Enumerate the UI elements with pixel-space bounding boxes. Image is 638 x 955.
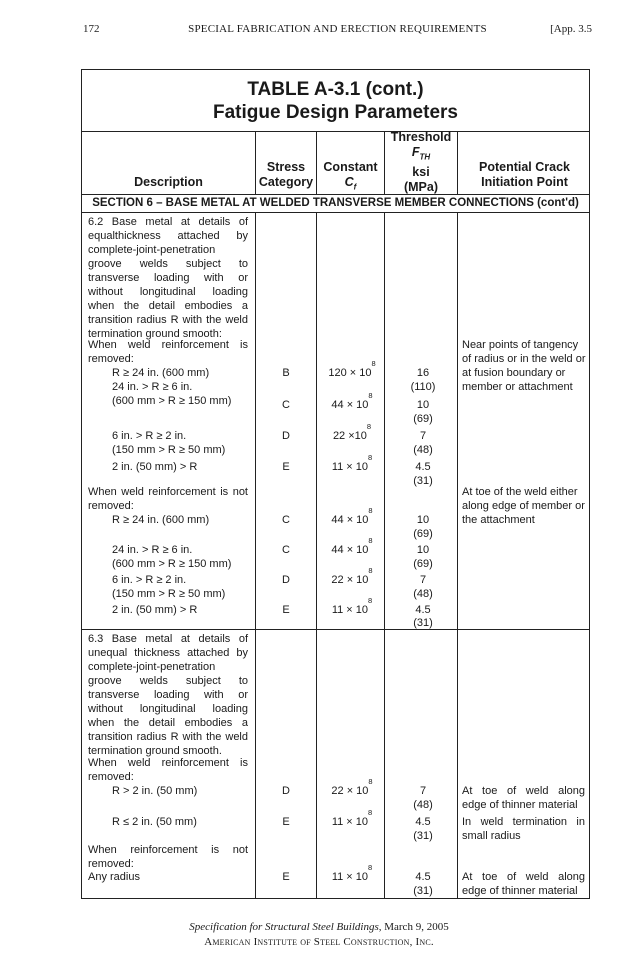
group-label: When weld reinforcement is not removed: (88, 486, 248, 512)
radius-range: 24 in. > R ≥ 6 in. (112, 381, 193, 393)
running-title: SPECIAL FABRICATION AND ERECTION REQUIREMENTS (188, 23, 487, 35)
page-number: 172 (83, 23, 100, 35)
radius-range: R > 2 in. (50 mm) (112, 785, 198, 797)
threshold-ksi: 10 (416, 544, 430, 556)
radius-range-metric: (150 mm > R ≥ 50 mm) (112, 588, 226, 600)
stress-category: D (282, 574, 290, 586)
radius-range: 6 in. > R ≥ 2 in. (112, 430, 187, 442)
page-footer (0, 920, 638, 950)
threshold-mpa: (48) (413, 799, 433, 811)
spec-title: Specification for Structural Steel Buildings, (189, 921, 382, 933)
threshold-mpa: (110) (410, 381, 436, 393)
constant-value: $22 \times 10^8$ (331, 566, 373, 586)
header-threshold: Threshold $F_{TH}$ ksi (MPa) (390, 130, 452, 194)
threshold-mpa: (69) (413, 413, 433, 425)
crack-point: At toe of weld along edge of thinner material (462, 785, 585, 811)
stress-category: E (282, 871, 290, 883)
stress-category: D (282, 785, 290, 797)
threshold-ksi: 16 (416, 367, 430, 379)
stress-category: C (282, 544, 290, 556)
threshold-ksi: 4.5 (415, 816, 431, 828)
stress-category: E (282, 461, 290, 473)
threshold-mpa: (69) (413, 558, 433, 570)
threshold-mpa: (48) (413, 444, 433, 456)
stress-category: E (282, 816, 290, 828)
radius-range: R ≥ 24 in. (600 mm) (112, 514, 210, 526)
section-title: SECTION 6 – BASE METAL AT WELDED TRANSVERSE MEMBER CONNECTIONS (cont'd) (92, 197, 579, 209)
stress-category: C (282, 399, 290, 411)
constant-value: $22 \times 10^8$ (331, 777, 373, 797)
publisher: American Institute of Steel Construction, Inc. (204, 936, 434, 948)
header-description: Description (134, 175, 203, 189)
constant-value: $44 \times 10^8$ (331, 536, 373, 556)
header-stress-category: Stress Category (258, 160, 314, 189)
threshold-mpa: (31) (413, 830, 433, 842)
section-divider (82, 212, 589, 213)
col-divider (255, 212, 256, 899)
stress-category: C (282, 514, 290, 526)
col-divider (316, 212, 317, 899)
threshold-ksi: 7 (419, 430, 427, 442)
radius-range: 2 in. (50 mm) > R (112, 461, 198, 473)
threshold-mpa: (31) (413, 885, 433, 897)
header-constant: Constant $C_f$ (323, 160, 378, 192)
spec-date: March 9, 2005 (384, 921, 449, 933)
constant-value: $11 \times 10^8$ (331, 596, 373, 616)
threshold-mpa: (31) (413, 617, 433, 629)
stress-category: E (282, 604, 290, 616)
threshold-ksi: 4.5 (415, 604, 431, 616)
title-divider (82, 131, 589, 132)
threshold-ksi: 10 (416, 514, 430, 526)
constant-value: $11 \times 10^8$ (331, 453, 373, 473)
threshold-ksi: 4.5 (415, 461, 431, 473)
group-label: When reinforcement is not removed: (88, 844, 248, 870)
threshold-ksi: 7 (419, 574, 427, 586)
threshold-mpa: (31) (413, 475, 433, 487)
appendix-ref: [App. 3.5 (550, 23, 592, 35)
threshold-ksi: 4.5 (415, 871, 431, 883)
item-6-3-description: 6.3 Base metal at details of unequal thickness attached by complete-joint-penetration groove welds subject to transverse loading with or without longitudinal loading when the detail embodies a transition radius R with the weld termination ground smooth. (88, 633, 248, 757)
header-crack-point: Potential Crack Initiation Point (478, 160, 570, 189)
crack-point: In weld termination in small radius (462, 816, 585, 842)
constant-value: $44 \times 10^8$ (331, 391, 373, 411)
threshold-ksi: 10 (416, 399, 430, 411)
item-6-2-description: 6.2 Base metal at details of equalthickness attached by complete-joint-penetration groove welds subject to transverse loading with or without longitudinal loading when the detail embodies a transition radius R with the weld termination ground smooth: (88, 216, 248, 340)
radius-range: R ≤ 2 in. (50 mm) (112, 816, 197, 828)
crack-point: At toe of weld along edge of thinner material (462, 871, 585, 897)
threshold-mpa: (48) (413, 588, 433, 600)
constant-value: $22 \times 10^8$ (332, 422, 372, 442)
stress-category: B (282, 367, 290, 379)
radius-range: 2 in. (50 mm) > R (112, 604, 198, 616)
constant-value: $11 \times 10^8$ (331, 808, 373, 828)
group-label: When weld reinforcement is removed: (88, 757, 248, 783)
crack-point: Near points of tangency of radius or in the weld or at fusion boundary or member or attachment (462, 339, 586, 393)
constant-value: $44 \times 10^8$ (331, 506, 373, 526)
radius-range: R ≥ 24 in. (600 mm) (112, 367, 210, 379)
radius-range: 6 in. > R ≥ 2 in. (112, 574, 187, 586)
group-label: When weld reinforcement is removed: (88, 339, 248, 365)
stress-category: D (282, 430, 290, 442)
radius-range: Any radius (88, 871, 140, 883)
constant-value: $120 \times 10^8$ (328, 359, 376, 379)
fatigue-table (81, 69, 590, 899)
crack-point: At toe of the weld either along edge of member or the attachment (462, 486, 585, 526)
item-divider (82, 629, 589, 630)
radius-range: 24 in. > R ≥ 6 in. (112, 544, 193, 556)
threshold-ksi: 7 (419, 785, 427, 797)
radius-range-metric: (600 mm > R ≥ 150 mm) (112, 558, 232, 570)
threshold-mpa: (69) (413, 528, 433, 540)
table-title: TABLE A-3.1 (cont.) Fatigue Design Parameters (213, 79, 458, 123)
radius-range-metric: (150 mm > R ≥ 50 mm) (112, 444, 226, 456)
running-header (83, 23, 592, 37)
radius-range-metric: (600 mm > R ≥ 150 mm) (112, 395, 232, 407)
constant-value: $11 \times 10^8$ (331, 863, 373, 883)
